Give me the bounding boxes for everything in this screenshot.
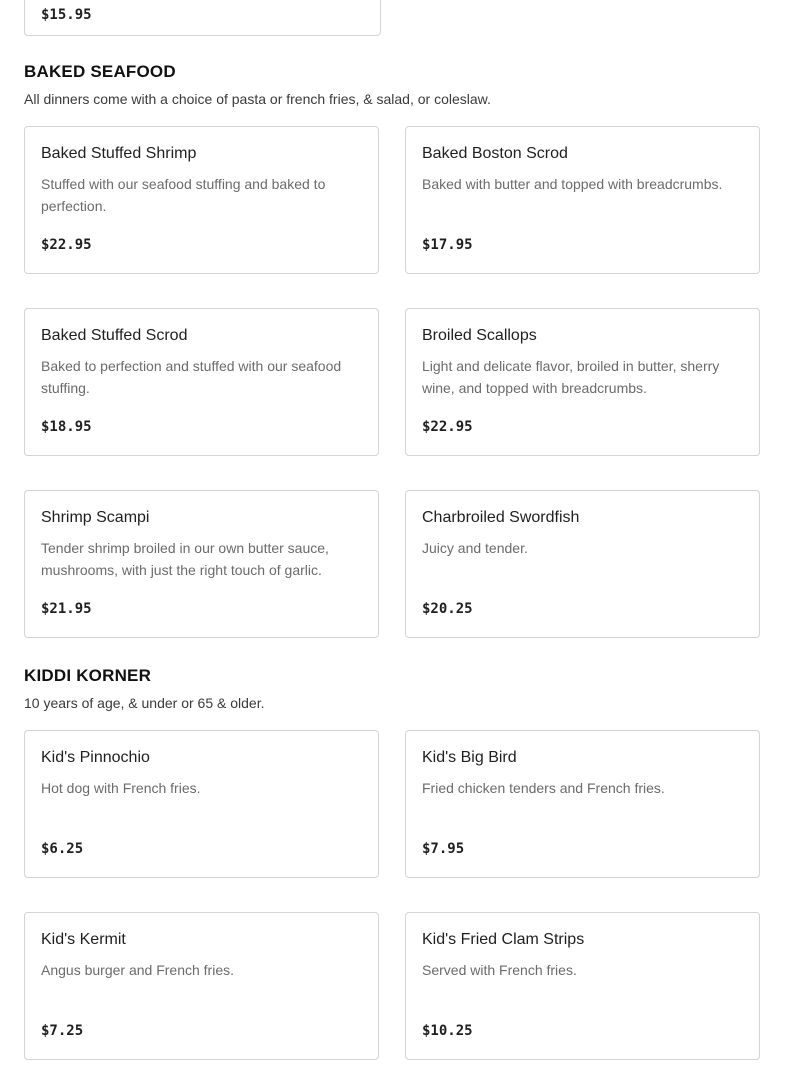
menu-item-card[interactable] (405, 490, 760, 638)
menu-item-description: Stuffed with our seafood stuffing and baked to perfection. (41, 176, 326, 214)
menu-item-description: Tender shrimp broiled in our own butter sauce, mushrooms, with just the right touch of garlic. (41, 540, 329, 578)
menu-item-description: Light and delicate flavor, broiled in butter, sherry wine, and topped with breadcrumbs. (422, 358, 720, 396)
menu-item-name: Kid's Fried Clam Strips (422, 931, 585, 948)
menu-item-price: $22.95 (422, 419, 473, 435)
menu-item-name: Kid's Kermit (41, 931, 126, 948)
menu-item-card[interactable] (24, 730, 379, 878)
menu-item-card-partial[interactable] (24, 0, 381, 36)
section-title-baked-seafood: BAKED SEAFOOD (24, 62, 176, 81)
menu-item-description: Fried chicken tenders and French fries. (422, 780, 665, 796)
section-title-kiddi-korner: KIDDI KORNER (24, 666, 152, 685)
menu-item-price: $20.25 (422, 601, 473, 617)
menu-item-name: Shrimp Scampi (41, 509, 150, 526)
menu-item-card[interactable] (405, 126, 760, 274)
section-note-kiddi-korner: 10 years of age, & under or 65 & older. (24, 695, 265, 711)
menu-item-name: Kid's Big Bird (422, 749, 517, 766)
menu-item-price: $10.25 (422, 1023, 473, 1039)
menu-item-description: Served with French fries. (422, 962, 577, 978)
menu-item-price: $21.95 (41, 601, 92, 617)
menu-item-card[interactable] (24, 126, 379, 274)
menu-item-price: $15.95 (41, 7, 92, 23)
menu-item-name: Baked Stuffed Scrod (41, 327, 188, 344)
menu-item-description: Baked to perfection and stuffed with our seafood stuffing. (41, 358, 342, 396)
menu-item-description: Baked with butter and topped with breadcrumbs. (422, 176, 723, 192)
menu-item-price: $6.25 (41, 841, 84, 857)
menu-item-price: $17.95 (422, 237, 473, 253)
section-note-baked-seafood: All dinners come with a choice of pasta or french fries, & salad, or coleslaw. (24, 91, 491, 107)
menu-item-name: Kid's Pinnochio (41, 749, 150, 766)
menu-item-card[interactable] (405, 308, 760, 456)
menu-item-card[interactable] (24, 912, 379, 1060)
menu-item-name: Charbroiled Swordfish (422, 509, 580, 526)
menu-item-description: Hot dog with French fries. (41, 780, 201, 796)
menu-item-card[interactable] (24, 308, 379, 456)
menu-item-card[interactable] (405, 912, 760, 1060)
menu-item-price: $22.95 (41, 237, 92, 253)
menu-item-price: $7.95 (422, 841, 465, 857)
menu-item-description: Angus burger and French fries. (41, 962, 234, 978)
menu-item-name: Baked Stuffed Shrimp (41, 145, 197, 162)
menu-item-price: $18.95 (41, 419, 92, 435)
menu-item-card[interactable] (24, 490, 379, 638)
menu-item-price: $7.25 (41, 1023, 84, 1039)
menu-item-card[interactable] (405, 730, 760, 878)
menu-item-description: Juicy and tender. (422, 540, 528, 556)
menu-item-name: Broiled Scallops (422, 327, 537, 344)
menu-item-name: Baked Boston Scrod (422, 145, 568, 162)
